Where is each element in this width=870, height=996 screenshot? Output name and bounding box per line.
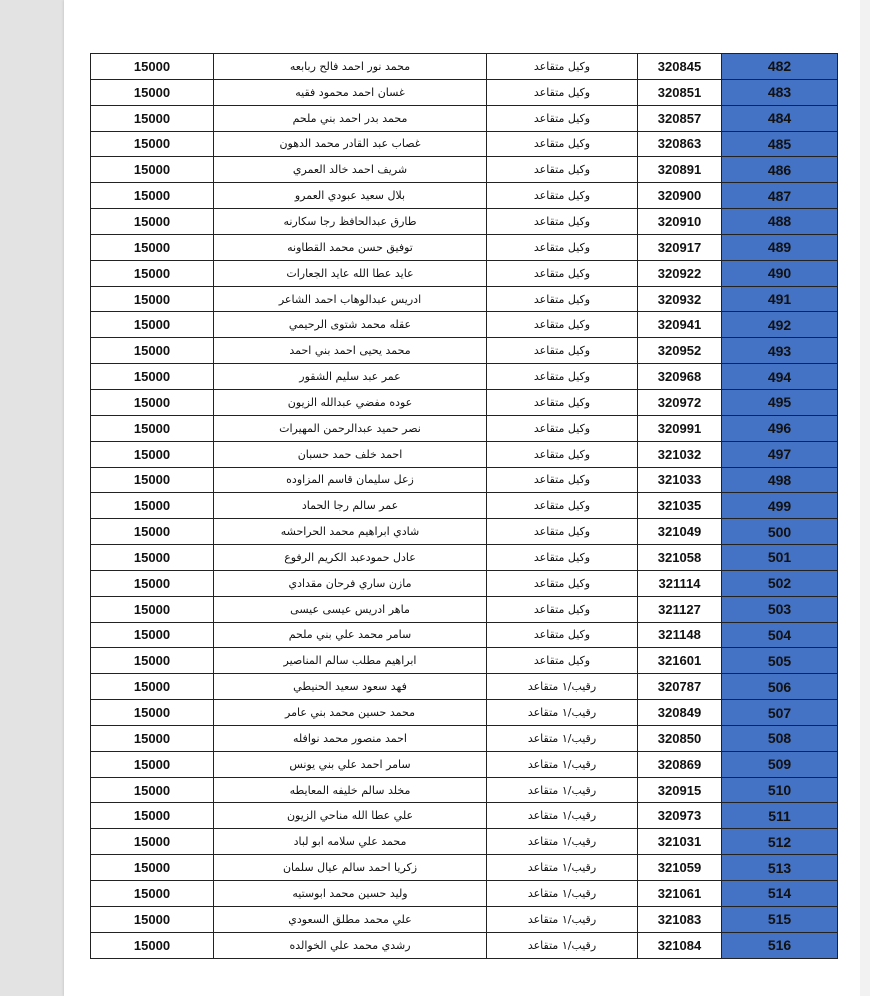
rank-cell: رقيب/١ متقاعد xyxy=(487,700,638,726)
name-cell: محمد يحيى احمد بني احمد xyxy=(214,338,487,364)
table-row xyxy=(91,209,838,235)
sequence-number-cell: 495 xyxy=(722,389,838,415)
table-row xyxy=(91,906,838,932)
amount-cell: 15000 xyxy=(91,54,214,80)
table-row xyxy=(91,286,838,312)
name-cell: مازن ساري فرحان مقدادي xyxy=(214,570,487,596)
amount-cell: 15000 xyxy=(91,881,214,907)
table-row xyxy=(91,131,838,157)
name-cell: زكريا احمد سالم عيال سلمان xyxy=(214,855,487,881)
amount-cell: 15000 xyxy=(91,545,214,571)
amount-cell: 15000 xyxy=(91,519,214,545)
roster-table-body xyxy=(91,54,838,959)
sequence-number-cell: 512 xyxy=(722,829,838,855)
military-id-cell: 320991 xyxy=(638,415,722,441)
table-row xyxy=(91,725,838,751)
table-row xyxy=(91,932,838,958)
table-row xyxy=(91,493,838,519)
amount-cell: 15000 xyxy=(91,338,214,364)
sequence-number-cell: 489 xyxy=(722,234,838,260)
rank-cell: وكيل متقاعد xyxy=(487,79,638,105)
rank-cell: رقيب/١ متقاعد xyxy=(487,855,638,881)
table-row xyxy=(91,777,838,803)
rank-cell: وكيل متقاعد xyxy=(487,467,638,493)
table-row xyxy=(91,441,838,467)
rank-cell: وكيل متقاعد xyxy=(487,286,638,312)
table-row xyxy=(91,338,838,364)
rank-cell: رقيب/١ متقاعد xyxy=(487,829,638,855)
name-cell: عايد عطا الله عايد الجعارات xyxy=(214,260,487,286)
table-row xyxy=(91,312,838,338)
sequence-number-cell: 492 xyxy=(722,312,838,338)
military-id-cell: 321031 xyxy=(638,829,722,855)
amount-cell: 15000 xyxy=(91,312,214,338)
rank-cell: رقيب/١ متقاعد xyxy=(487,725,638,751)
military-id-cell: 320850 xyxy=(638,725,722,751)
military-id-cell: 321049 xyxy=(638,519,722,545)
military-id-cell: 320941 xyxy=(638,312,722,338)
amount-cell: 15000 xyxy=(91,648,214,674)
rank-cell: وكيل متقاعد xyxy=(487,519,638,545)
military-id-cell: 321148 xyxy=(638,622,722,648)
amount-cell: 15000 xyxy=(91,105,214,131)
military-id-cell: 320910 xyxy=(638,209,722,235)
roster-table xyxy=(90,53,838,959)
military-id-cell: 320968 xyxy=(638,364,722,390)
military-id-cell: 321032 xyxy=(638,441,722,467)
rank-cell: وكيل متقاعد xyxy=(487,105,638,131)
table-row xyxy=(91,855,838,881)
sequence-number-cell: 490 xyxy=(722,260,838,286)
rank-cell: وكيل متقاعد xyxy=(487,131,638,157)
rank-cell: وكيل متقاعد xyxy=(487,596,638,622)
name-cell: سامر محمد علي بني ملحم xyxy=(214,622,487,648)
table-row xyxy=(91,596,838,622)
military-id-cell: 321114 xyxy=(638,570,722,596)
table-row xyxy=(91,157,838,183)
name-cell: عوده مفضي عبدالله الزيون xyxy=(214,389,487,415)
amount-cell: 15000 xyxy=(91,389,214,415)
table-row xyxy=(91,829,838,855)
military-id-cell: 320857 xyxy=(638,105,722,131)
military-id-cell: 321083 xyxy=(638,906,722,932)
sequence-number-cell: 511 xyxy=(722,803,838,829)
sequence-number-cell: 497 xyxy=(722,441,838,467)
table-row xyxy=(91,467,838,493)
amount-cell: 15000 xyxy=(91,932,214,958)
amount-cell: 15000 xyxy=(91,286,214,312)
sequence-number-cell: 515 xyxy=(722,906,838,932)
rank-cell: رقيب/١ متقاعد xyxy=(487,751,638,777)
sequence-number-cell: 514 xyxy=(722,881,838,907)
table-row xyxy=(91,183,838,209)
rank-cell: وكيل متقاعد xyxy=(487,493,638,519)
rank-cell: وكيل متقاعد xyxy=(487,260,638,286)
name-cell: شادي ابراهيم محمد الحراحشه xyxy=(214,519,487,545)
name-cell: زعل سليمان قاسم المزاوده xyxy=(214,467,487,493)
amount-cell: 15000 xyxy=(91,415,214,441)
amount-cell: 15000 xyxy=(91,700,214,726)
sequence-number-cell: 503 xyxy=(722,596,838,622)
name-cell: محمد علي سلامه ابو لباد xyxy=(214,829,487,855)
amount-cell: 15000 xyxy=(91,622,214,648)
amount-cell: 15000 xyxy=(91,260,214,286)
sequence-number-cell: 513 xyxy=(722,855,838,881)
table-row xyxy=(91,881,838,907)
rank-cell: وكيل متقاعد xyxy=(487,209,638,235)
military-id-cell: 320851 xyxy=(638,79,722,105)
name-cell: علي محمد مطلق السعودي xyxy=(214,906,487,932)
amount-cell: 15000 xyxy=(91,777,214,803)
amount-cell: 15000 xyxy=(91,596,214,622)
amount-cell: 15000 xyxy=(91,725,214,751)
name-cell: عادل حمودعبد الكريم الرفوع xyxy=(214,545,487,571)
military-id-cell: 321061 xyxy=(638,881,722,907)
sequence-number-cell: 482 xyxy=(722,54,838,80)
name-cell: بلال سعيد عبودي العمرو xyxy=(214,183,487,209)
sequence-number-cell: 493 xyxy=(722,338,838,364)
rank-cell: وكيل متقاعد xyxy=(487,183,638,209)
name-cell: توفيق حسن محمد القطاونه xyxy=(214,234,487,260)
table-row xyxy=(91,389,838,415)
name-cell: رشدي محمد علي الخوالده xyxy=(214,932,487,958)
table-row xyxy=(91,415,838,441)
amount-cell: 15000 xyxy=(91,906,214,932)
rank-cell: رقيب/١ متقاعد xyxy=(487,906,638,932)
amount-cell: 15000 xyxy=(91,157,214,183)
table-row xyxy=(91,260,838,286)
amount-cell: 15000 xyxy=(91,183,214,209)
military-id-cell: 320972 xyxy=(638,389,722,415)
sequence-number-cell: 507 xyxy=(722,700,838,726)
sequence-number-cell: 505 xyxy=(722,648,838,674)
table-row xyxy=(91,79,838,105)
viewer-margin xyxy=(860,0,870,996)
name-cell: طارق عبدالحافظ رجا سكارنه xyxy=(214,209,487,235)
military-id-cell: 320900 xyxy=(638,183,722,209)
military-id-cell: 321601 xyxy=(638,648,722,674)
rank-cell: وكيل متقاعد xyxy=(487,54,638,80)
table-row xyxy=(91,570,838,596)
amount-cell: 15000 xyxy=(91,209,214,235)
amount-cell: 15000 xyxy=(91,364,214,390)
sequence-number-cell: 494 xyxy=(722,364,838,390)
military-id-cell: 320891 xyxy=(638,157,722,183)
sequence-number-cell: 499 xyxy=(722,493,838,519)
name-cell: ادريس عبدالوهاب احمد الشاعر xyxy=(214,286,487,312)
sequence-number-cell: 484 xyxy=(722,105,838,131)
sequence-number-cell: 496 xyxy=(722,415,838,441)
sequence-number-cell: 500 xyxy=(722,519,838,545)
table-row xyxy=(91,751,838,777)
military-id-cell: 320932 xyxy=(638,286,722,312)
amount-cell: 15000 xyxy=(91,751,214,777)
name-cell: وليد حسين محمد ابوستيه xyxy=(214,881,487,907)
sequence-number-cell: 506 xyxy=(722,674,838,700)
table-row xyxy=(91,700,838,726)
name-cell: غصاب عبد القادر محمد الدهون xyxy=(214,131,487,157)
military-id-cell: 320917 xyxy=(638,234,722,260)
military-id-cell: 320849 xyxy=(638,700,722,726)
sequence-number-cell: 487 xyxy=(722,183,838,209)
sequence-number-cell: 510 xyxy=(722,777,838,803)
name-cell: ابراهيم مطلب سالم المناصير xyxy=(214,648,487,674)
rank-cell: وكيل متقاعد xyxy=(487,415,638,441)
rank-cell: رقيب/١ متقاعد xyxy=(487,881,638,907)
sequence-number-cell: 483 xyxy=(722,79,838,105)
military-id-cell: 321127 xyxy=(638,596,722,622)
sequence-number-cell: 501 xyxy=(722,545,838,571)
amount-cell: 15000 xyxy=(91,234,214,260)
name-cell: احمد خلف حمد حسبان xyxy=(214,441,487,467)
sequence-number-cell: 502 xyxy=(722,570,838,596)
name-cell: احمد منصور محمد نوافله xyxy=(214,725,487,751)
amount-cell: 15000 xyxy=(91,855,214,881)
sequence-number-cell: 509 xyxy=(722,751,838,777)
rank-cell: رقيب/١ متقاعد xyxy=(487,932,638,958)
rank-cell: وكيل متقاعد xyxy=(487,338,638,364)
table-row xyxy=(91,622,838,648)
sequence-number-cell: 508 xyxy=(722,725,838,751)
table-row xyxy=(91,364,838,390)
amount-cell: 15000 xyxy=(91,493,214,519)
military-id-cell: 320952 xyxy=(638,338,722,364)
name-cell: علي عطا الله مناحي الزيون xyxy=(214,803,487,829)
rank-cell: وكيل متقاعد xyxy=(487,570,638,596)
rank-cell: رقيب/١ متقاعد xyxy=(487,803,638,829)
military-id-cell: 320869 xyxy=(638,751,722,777)
name-cell: عمر عبد سليم الشقور xyxy=(214,364,487,390)
table-row xyxy=(91,803,838,829)
amount-cell: 15000 xyxy=(91,79,214,105)
rank-cell: رقيب/١ متقاعد xyxy=(487,674,638,700)
name-cell: شريف احمد خالد العمري xyxy=(214,157,487,183)
amount-cell: 15000 xyxy=(91,803,214,829)
sequence-number-cell: 491 xyxy=(722,286,838,312)
sequence-number-cell: 486 xyxy=(722,157,838,183)
table-row xyxy=(91,54,838,80)
name-cell: غسان احمد محمود فقيه xyxy=(214,79,487,105)
rank-cell: وكيل متقاعد xyxy=(487,157,638,183)
rank-cell: وكيل متقاعد xyxy=(487,622,638,648)
table-row xyxy=(91,674,838,700)
military-id-cell: 320915 xyxy=(638,777,722,803)
military-id-cell: 320973 xyxy=(638,803,722,829)
amount-cell: 15000 xyxy=(91,131,214,157)
amount-cell: 15000 xyxy=(91,829,214,855)
name-cell: فهد سعود سعيد الحنيطي xyxy=(214,674,487,700)
rank-cell: وكيل متقاعد xyxy=(487,545,638,571)
name-cell: مخلد سالم خليفه المعايطه xyxy=(214,777,487,803)
military-id-cell: 321058 xyxy=(638,545,722,571)
sequence-number-cell: 488 xyxy=(722,209,838,235)
rank-cell: رقيب/١ متقاعد xyxy=(487,777,638,803)
table-row xyxy=(91,545,838,571)
sequence-number-cell: 498 xyxy=(722,467,838,493)
amount-cell: 15000 xyxy=(91,570,214,596)
amount-cell: 15000 xyxy=(91,467,214,493)
sequence-number-cell: 485 xyxy=(722,131,838,157)
rank-cell: وكيل متقاعد xyxy=(487,312,638,338)
military-id-cell: 320863 xyxy=(638,131,722,157)
amount-cell: 15000 xyxy=(91,441,214,467)
military-id-cell: 320922 xyxy=(638,260,722,286)
sequence-number-cell: 504 xyxy=(722,622,838,648)
military-id-cell: 321033 xyxy=(638,467,722,493)
name-cell: محمد نور احمد فالح ربابعه xyxy=(214,54,487,80)
military-id-cell: 321084 xyxy=(638,932,722,958)
military-id-cell: 320845 xyxy=(638,54,722,80)
name-cell: عمر سالم رجا الحماد xyxy=(214,493,487,519)
name-cell: محمد بدر احمد بني ملحم xyxy=(214,105,487,131)
military-id-cell: 320787 xyxy=(638,674,722,700)
rank-cell: وكيل متقاعد xyxy=(487,648,638,674)
name-cell: نصر حميد عبدالرحمن المهيرات xyxy=(214,415,487,441)
military-id-cell: 321059 xyxy=(638,855,722,881)
rank-cell: وكيل متقاعد xyxy=(487,441,638,467)
name-cell: عقله محمد شتوى الرحيمي xyxy=(214,312,487,338)
table-row xyxy=(91,105,838,131)
table-row xyxy=(91,234,838,260)
rank-cell: وكيل متقاعد xyxy=(487,364,638,390)
rank-cell: وكيل متقاعد xyxy=(487,389,638,415)
table-row xyxy=(91,519,838,545)
table-row xyxy=(91,648,838,674)
military-id-cell: 321035 xyxy=(638,493,722,519)
name-cell: سامر احمد علي بني يونس xyxy=(214,751,487,777)
amount-cell: 15000 xyxy=(91,674,214,700)
name-cell: ماهر ادريس عيسى عيسى xyxy=(214,596,487,622)
rank-cell: وكيل متقاعد xyxy=(487,234,638,260)
sequence-number-cell: 516 xyxy=(722,932,838,958)
name-cell: محمد حسين محمد بني عامر xyxy=(214,700,487,726)
